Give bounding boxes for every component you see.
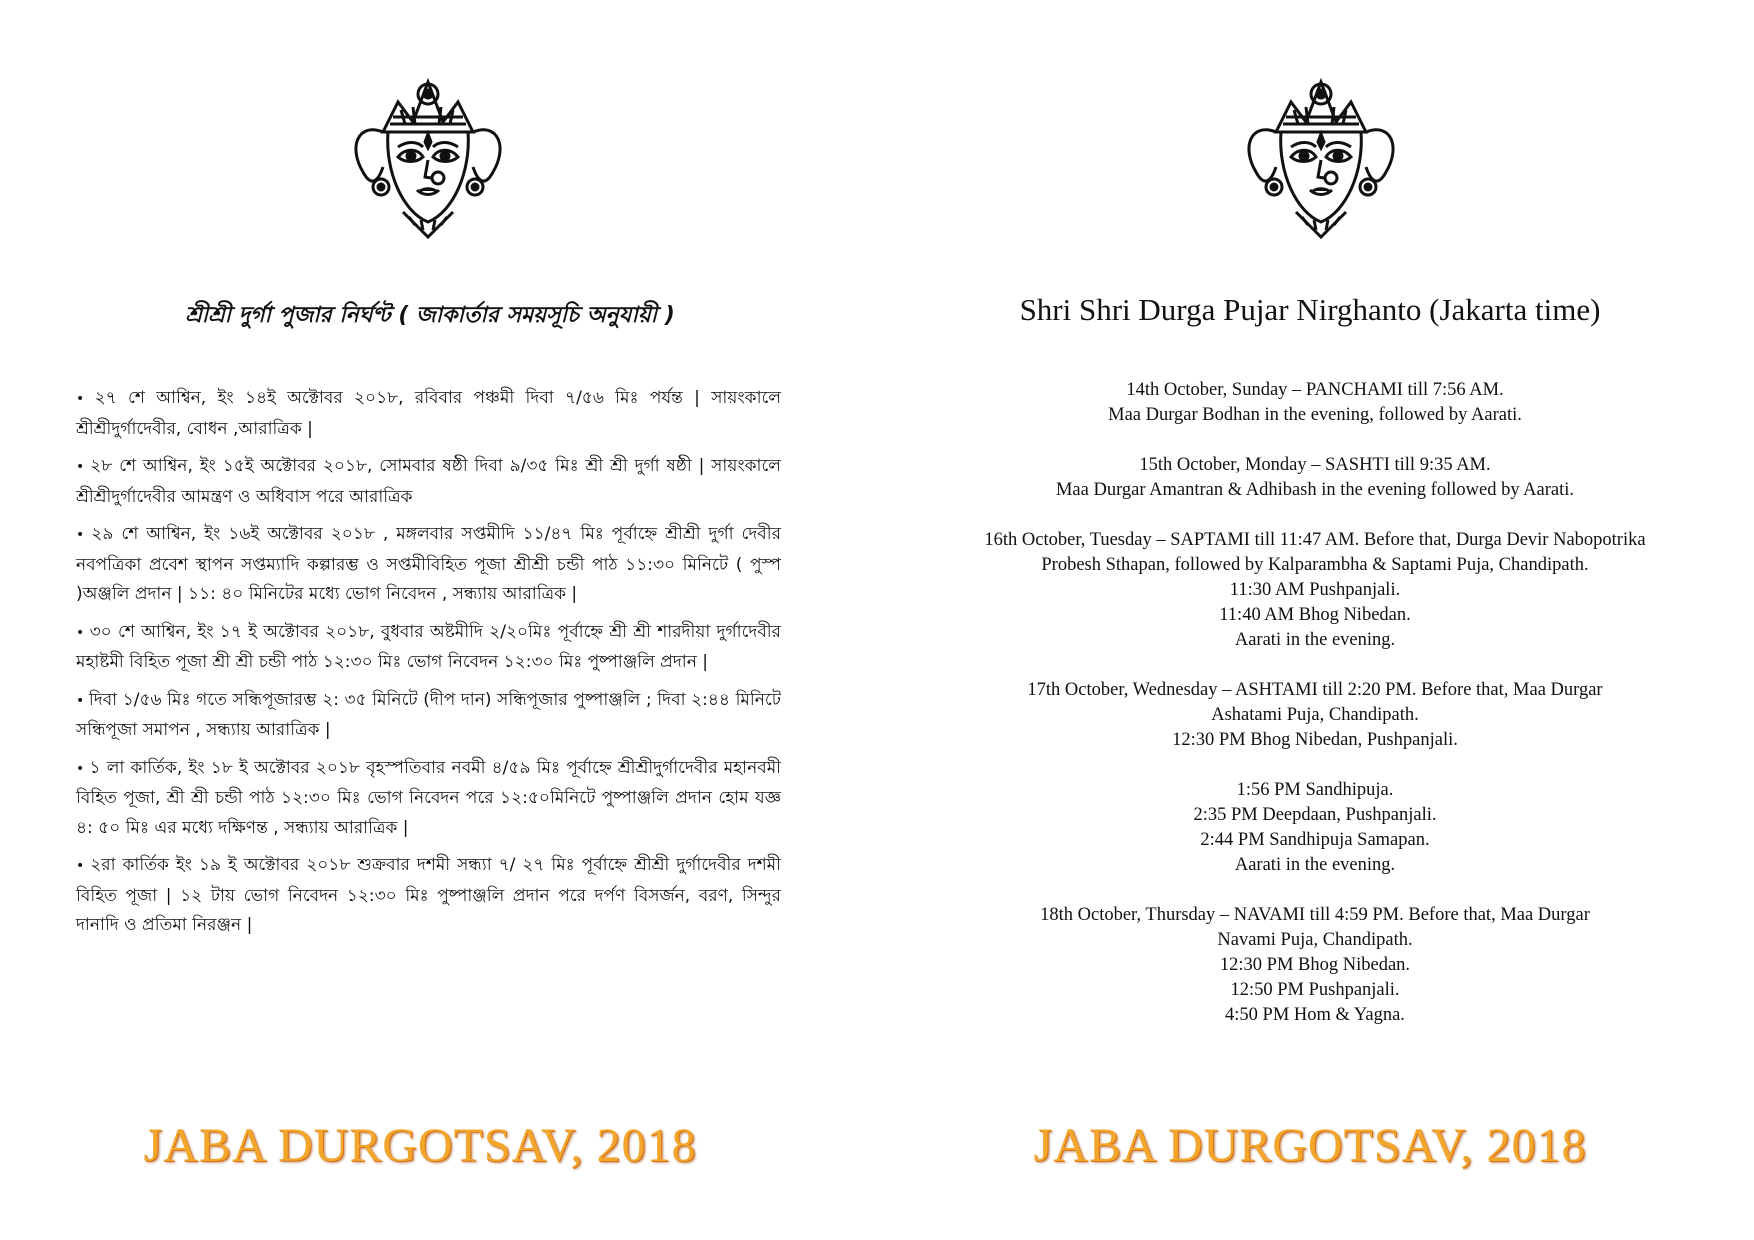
- schedule-item: • ২৯ শে আশ্বিন, ইং ১৬ই অক্টোবর ২০১৮ , মঙ্গলবার সপ্তমীদি ১১/৪৭ মিঃ পূর্বাহ্নে শ্রীশ্রী দুর্গা দেবীর নবপত্রিকা প্রবেশ স্থাপন সপ্তম্যাদি কল্পারম্ভ ও সপ্তমীবিহিত পূজা শ্রীশ্রী চন্ডী পাঠ ১১:৩০ মিনিটে ( পুস্প )অঞ্জলি প্রদান | ১১: ৪০ মিনিটের মধ্যে ভোগ নিবেদন , সন্ধ্যায় আরাত্রিক |: [76, 520, 781, 610]
- durga-face-icon: [343, 62, 513, 242]
- schedule-item: • ২৮ শে আশ্বিন, ইং ১৫ই অক্টোবর ২০১৮, সোমবার ষষ্ঠী দিবা ৯/৩৫ মিঃ শ্রী শ্রী দুর্গা ষষ্ঠী | সায়ংকালে শ্রীশ্রীদুর্গাদেবীর আমন্ত্রণ ও অধিবাস পরে আরাত্রিক: [76, 452, 781, 512]
- schedule-list-bengali: [76, 384, 781, 949]
- schedule-line: 12:30 PM Bhog Nibedan.: [1219, 955, 1411, 975]
- schedule-line: 12:50 PM Pushpanjali.: [1230, 980, 1400, 1000]
- schedule-line: 11:30 AM Pushpanjali.: [1229, 580, 1401, 600]
- schedule-item: • ২৭ শে আশ্বিন, ইং ১৪ই অক্টোবর ২০১৮, রবিবার পঞ্চমী দিবা ৭/৫৬ মিঃ পর্যন্ত | সায়ংকালে শ্রীশ্রীদুর্গাদেবীর, বোধন ,আরাত্রিক |: [76, 384, 781, 444]
- schedule-list-english: [920, 378, 1710, 1053]
- schedule-line: 4:50 PM Hom & Yagna.: [1225, 1005, 1405, 1025]
- schedule-block: [920, 778, 1710, 878]
- schedule-line: Maa Durgar Amantran & Adhibash in the evening followed by Aarati.: [1055, 480, 1575, 500]
- schedule-line: 15th October, Monday – SASHTI till 9:35 AM.: [1139, 455, 1491, 475]
- schedule-block: [920, 453, 1710, 503]
- schedule-line: Navami Puja, Chandipath.: [1217, 930, 1413, 950]
- schedule-item: • ২রা কার্তিক ইং ১৯ ই অক্টোবর ২০১৮ শুক্রবার দশমী সন্ধ্যা ৭/ ২৭ মিঃ পূর্বাহ্নে শ্রীশ্রী দুর্গাদেবীর দশমী বিহিত পূজা | ১২ টায় ভোগ নিবেদন ১২:৩০ মিঃ পুষ্পাঞ্জলি প্রদান পরে দর্পণ বিসর্জন, বরণ, সিন্দুর দানাদি ও প্রতিমা নিরঞ্জন |: [76, 851, 781, 941]
- schedule-item: • দিবা ১/৫৬ মিঃ গতে সন্ধিপূজারম্ভ ২: ৩৫ মিনিটে (দীপ দান) সন্ধিপূজার পুষ্পাঞ্জলি ; দিবা ২:৪৪ মিনিটে সন্ধিপূজা সমাপন , সন্ধ্যায় আরাত্রিক |: [76, 686, 781, 746]
- durga-face-icon: [1236, 62, 1406, 242]
- schedule-line: 16th October, Tuesday – SAPTAMI till 11:47 AM. Before that, Durga Devir Nabopotrika: [984, 530, 1646, 550]
- schedule-line: Ashatami Puja, Chandipath.: [1211, 705, 1419, 725]
- schedule-item: • ৩০ শে আশ্বিন, ইং ১৭ ই অক্টোবর ২০১৮, বুধবার অষ্টমীদি ২/২০মিঃ পূর্বাহ্নে শ্রী শ্রী শারদীয়া দুর্গাদেবীর মহাষ্টমী বিহিত পূজা শ্রী শ্রী চন্ডী পাঠ ১২:৩০ মিঃ ভোগ নিবেদন ১২:৩০ মিঃ পুষ্পাঞ্জলি প্রদান |: [76, 618, 781, 678]
- schedule-line: 2:35 PM Deepdaan, Pushpanjali.: [1193, 805, 1437, 825]
- schedule-block: [920, 528, 1710, 653]
- schedule-line: Probesh Sthapan, followed by Kalparambha & Saptami Puja, Chandipath.: [1041, 555, 1589, 575]
- footer-banner-left: JABA DURGOTSAV, 2018: [143, 1119, 697, 1172]
- schedule-line: Aarati in the evening.: [1234, 855, 1396, 875]
- schedule-item: • ১ লা কার্তিক, ইং ১৮ ই অক্টোবর ২০১৮ বৃহস্পতিবার নবমী ৪/৫৯ মিঃ পূর্বাহ্নে শ্রীশ্রীদুর্গাদেবীর মহানবমী বিহিত পূজা, শ্রী শ্রী চন্ডী পাঠ ১২:৩০ মিঃ ভোগ নিবেদন পরে ১২:৫০মিনিটে পুষ্পাঞ্জলি প্রদান হোম যজ্ঞ ৪: ৫০ মিঃ এর মধ্যে দক্ষিণন্ত , সন্ধ্যায় আরাত্রিক |: [76, 754, 781, 844]
- schedule-line: 11:40 AM Bhog Nibedan.: [1219, 605, 1411, 625]
- schedule-line: 12:30 PM Bhog Nibedan, Pushpanjali.: [1172, 730, 1458, 750]
- schedule-block: [920, 903, 1710, 1028]
- schedule-line: 18th October, Thursday – NAVAMI till 4:59 PM. Before that, Maa Durgar: [1040, 905, 1590, 925]
- footer-banner-right: JABA DURGOTSAV, 2018: [1033, 1119, 1587, 1172]
- schedule-block: [920, 678, 1710, 753]
- schedule-line: 14th October, Sunday – PANCHAMI till 7:56 AM.: [1126, 380, 1504, 400]
- schedule-line: 1:56 PM Sandhipuja.: [1236, 780, 1394, 800]
- schedule-line: Aarati in the evening.: [1234, 630, 1396, 650]
- schedule-line: Maa Durgar Bodhan in the evening, followed by Aarati.: [1108, 405, 1522, 425]
- schedule-block: [920, 378, 1710, 428]
- page-title-bengali: শ্রীশ্রী দুর্গা পুজার নির্ঘণ্ট ( জাকার্তার সময়সূচি অনুযায়ী ): [185, 303, 675, 328]
- schedule-line: 17th October, Wednesday – ASHTAMI till 2:20 PM. Before that, Maa Durgar: [1027, 680, 1603, 700]
- page-title-english: Shri Shri Durga Pujar Nirghanto (Jakarta time): [1019, 292, 1601, 327]
- schedule-line: 2:44 PM Sandhipuja Samapan.: [1200, 830, 1430, 850]
